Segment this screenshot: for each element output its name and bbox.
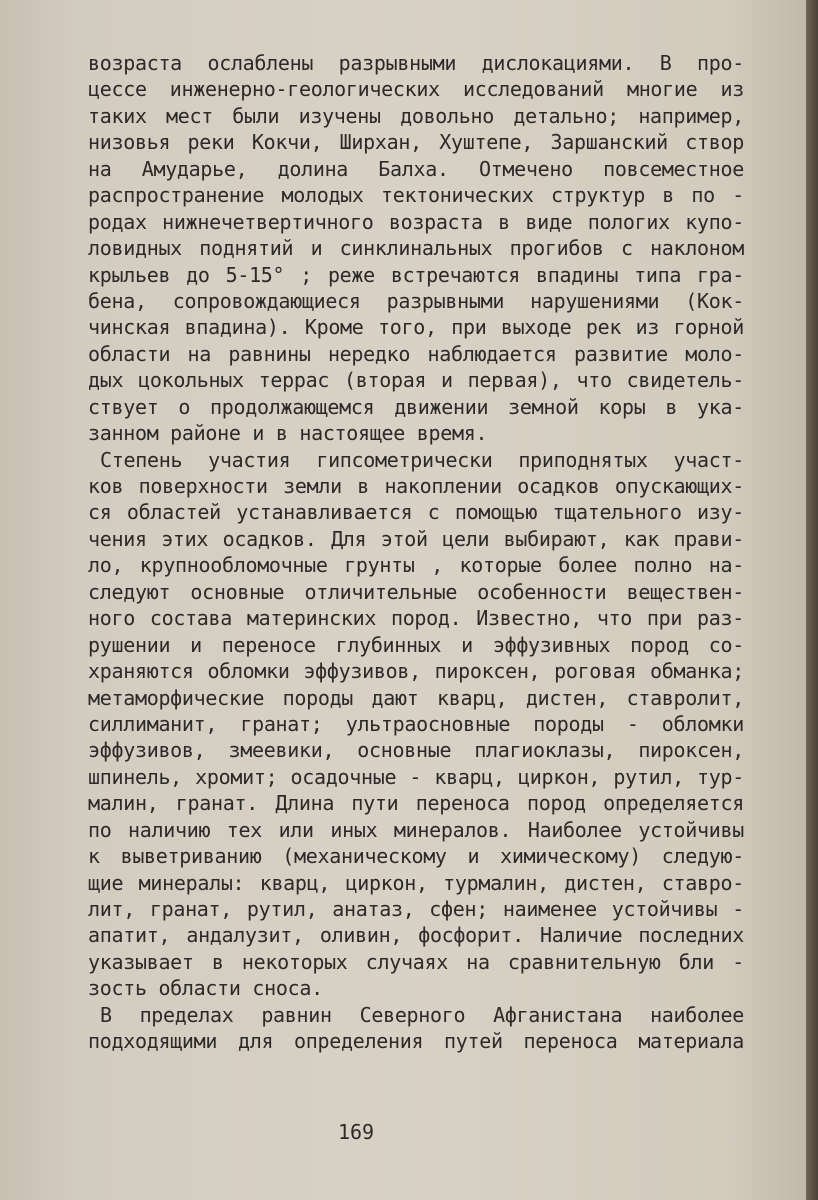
text-line: крыльев до 5-15° ; реже встречаются впадины типа гра- bbox=[88, 262, 744, 287]
text-line: эффузивов, змеевики, основные плагиоклазы, пироксен, bbox=[88, 738, 744, 763]
text-line: малин, гранат. Длина пути переноса пород определяется bbox=[88, 791, 744, 816]
text-line: щие минералы: кварц, циркон, турмалин, дистен, ставро- bbox=[88, 870, 744, 895]
book-spine-edge bbox=[806, 0, 818, 1200]
text-line: ловидных поднятий и синклинальных прогибов с наклоном bbox=[88, 236, 744, 261]
text-line: метаморфические породы дают кварц, дистен, ставролит, bbox=[88, 685, 744, 710]
text-line: силлиманит, гранат; ультраосновные породы - обломки bbox=[88, 711, 744, 736]
text-line: на Амударье, долина Балха. Отмечено повсеместное bbox=[88, 156, 744, 181]
text-line: дых цокольных террас (вторая и первая), что свидетель- bbox=[88, 368, 744, 393]
text-line: апатит, андалузит, оливин, фосфорит. Наличие последних bbox=[88, 923, 744, 948]
text-line: таких мест были изучены довольно детально; например, bbox=[88, 103, 744, 128]
text-line: подходящими для определения путей переноса материала bbox=[88, 1029, 744, 1054]
text-line: рушении и переносе глубинных и эффузивных пород со- bbox=[88, 632, 744, 657]
text-line: занном районе и в настоящее время. bbox=[88, 421, 488, 446]
text-line: цессе инженерно-геологических исследований многие из bbox=[88, 77, 744, 102]
text-line: чинская впадина). Кроме того, при выходе рек из горной bbox=[88, 315, 744, 340]
text-line: возраста ослаблены разрывными дислокациями. В про- bbox=[88, 51, 744, 75]
paragraph-start-line: В пределах равнин Северного Афганистана наиболее bbox=[100, 1002, 744, 1027]
text-line: храняются обломки эффузивов, пироксен, роговая обманка; bbox=[88, 659, 744, 684]
text-line: к выветриванию (механическому и химическому) следую- bbox=[88, 844, 744, 869]
body-text bbox=[88, 50, 744, 1055]
text-line: области на равнины нередко наблюдается развитие моло- bbox=[88, 341, 744, 366]
text-line: лит, гранат, рутил, анатаз, сфен; наименее устойчивы - bbox=[88, 897, 744, 921]
text-line: ков поверхности земли в накоплении осадков опускающих- bbox=[88, 474, 744, 498]
text-line: по наличию тех или иных минералов. Наиболее устойчивы bbox=[88, 817, 744, 842]
text-line: шпинель, хромит; осадочные - кварц, циркон, рутил, тур- bbox=[88, 764, 744, 789]
text-line: следуют основные отличительные особенности веществен- bbox=[88, 579, 744, 604]
text-line: бена, сопровождающиеся разрывными нарушениями (Кок- bbox=[88, 288, 744, 313]
text-line: указывает в некоторых случаях на сравнительную бли - bbox=[88, 949, 744, 974]
paragraph-start-line: Степень участия гипсометрически приподнятых участ- bbox=[100, 447, 744, 472]
text-line: распространение молодых тектонических структур в по - bbox=[88, 183, 744, 208]
page-number: 169 bbox=[337, 1120, 375, 1144]
text-line: чения этих осадков. Для этой цели выбирают, как прави- bbox=[88, 526, 744, 551]
text-line: ствует о продолжающемся движении земной коры в ука- bbox=[88, 394, 744, 419]
text-line: родах нижнечетвертичного возраста в виде пологих купо- bbox=[88, 209, 744, 234]
text-line: зость области сноса. bbox=[88, 976, 323, 1001]
text-line: ло, крупнообломочные грунты , которые более полно на- bbox=[88, 553, 744, 578]
text-line: ного состава материнских пород. Известно, что при раз- bbox=[88, 606, 744, 631]
text-line: ся областей устанавливается с помощью тщательного изу- bbox=[88, 500, 744, 525]
text-line: низовья реки Кокчи, Ширхан, Хуштепе, Заршанский створ bbox=[88, 130, 744, 155]
